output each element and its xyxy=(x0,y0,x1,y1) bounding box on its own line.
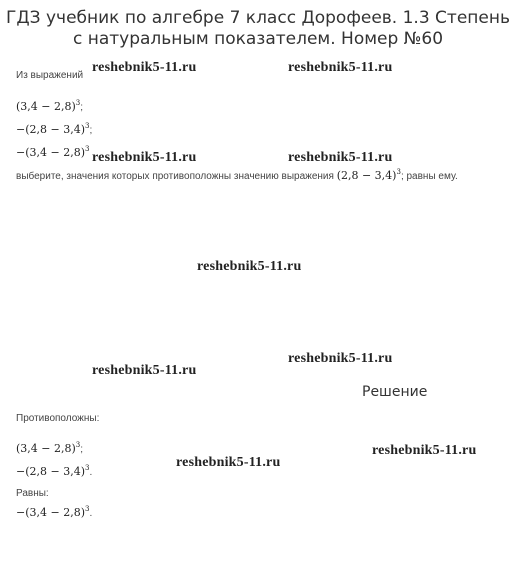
watermark: reshebnik5-11.ru xyxy=(92,60,197,75)
opposite-expression-2: $-(2,8 - 3,4)^3$. xyxy=(16,464,93,478)
solution-heading: Решение xyxy=(362,384,428,400)
task-question-expression: $(2,8 - 3,4)^3$ xyxy=(336,168,401,182)
task-intro: Из выражений xyxy=(16,70,84,81)
equal-label: Равны: xyxy=(16,488,49,499)
page-title: ГДЗ учебник по алгебре 7 класс Дорофеев. 1.3 Степень с натуральным показателем. Номер №60 xyxy=(6,8,510,49)
watermark: reshebnik5-11.ru xyxy=(92,150,197,165)
opposite-expression-1: $(3,4 - 2,8)^3$; xyxy=(16,441,84,455)
watermark: reshebnik5-11.ru xyxy=(288,351,393,366)
watermark: reshebnik5-11.ru xyxy=(288,60,393,75)
opposite-label: Противоположны: xyxy=(16,413,100,424)
watermark: reshebnik5-11.ru xyxy=(197,259,302,274)
watermark: reshebnik5-11.ru xyxy=(288,150,393,165)
watermark: reshebnik5-11.ru xyxy=(176,455,281,470)
task-expression-3: $-(3,4 - 2,8)^3$ xyxy=(16,145,90,159)
equal-expression: $-(3,4 - 2,8)^3$. xyxy=(16,505,93,519)
task-expression-1: $(3,4 - 2,8)^3$; xyxy=(16,99,84,113)
task-question: выберите, значения которых противоположны значению выражения $(2,8 - 3,4)^3$; равны ему. xyxy=(16,168,458,182)
task-expression-2: $-(2,8 - 3,4)^3$; xyxy=(16,122,93,136)
watermark: reshebnik5-11.ru xyxy=(92,363,197,378)
watermark: reshebnik5-11.ru xyxy=(372,443,477,458)
